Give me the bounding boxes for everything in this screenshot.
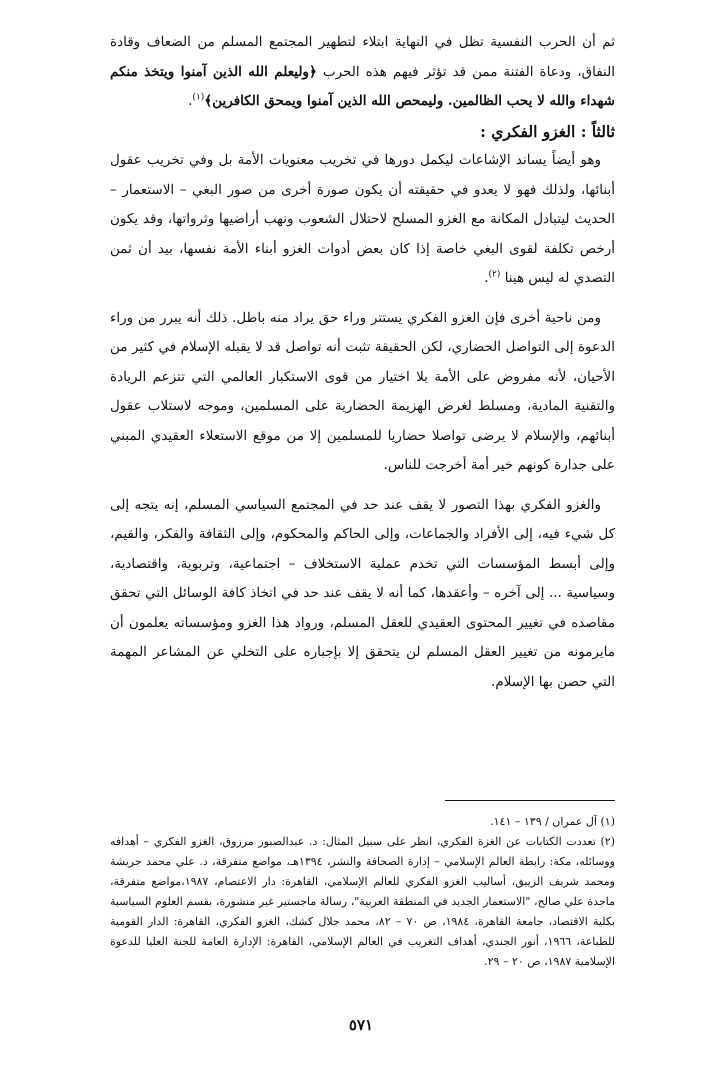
footnote-divider [445,800,615,801]
paragraph-4: والغزو الفكري بهذا التصور لا يقف عند حد في المجتمع السياسي المسلم، إنه يتجه إلى كل شيء فيه، إلى الأفراد والجماعات، وإلى الحاكم والمحكوم، وإلى الثقافة والفكر، والقيم، وإلى أبسط المؤسسات التي تخدم عملية الاستخلاف – اجتماعية، وتربوية، واقتصادية، وسياسية ... إلى آخره – وأعقدها، كما أنه لا يقف عند حد في اتخاذ كافة الوسائل التي تحقق مقاصده في تغيير المحتوى العقيدي للعقل المسلم، ورواد هذا الغزو ومؤسساته يعلمون أن مايرمونه من تغيير العقل المسلم لن يتحقق إلا بإجباره على التخلي عن المشاعر المهمة التي حصن بها الإسلام. [110,496,615,690]
footnote-ref-2: (٢) [488,269,501,280]
main-text [110,28,615,697]
paragraph-3: ومن ناحية أخرى فإن الغزو الفكري يستتر وراء حق يراد منه باطل. ذلك أنه يبرر من وراء الدعوة إلى التواصل الحضاري، لكن الحقيقة تثبت أنه تواصل قد لا يقبله الإسلام في كثير من الأحيان، لأنه مفروض على الأمة بلا اختيار من قوى الاستكبار العالمي التي تتزعم الريادة والتقنية المادية، ومسلط لغرض الهزيمة الحضارية على المسلمين، وموجه لاستلاب عقول أبنائهم، والإسلام لا يرضى تواصلا حضاريا للمسلمين إلا من موقع الاستعلاء العقيدي المبني على جدارة كونهم خير أمة أخرجت للناس. [110,309,615,473]
footnote-1: (١) آل عمران / ١٣٩ – ١٤١. [490,815,615,828]
footnote-2: (٢) تعددت الكتابات عن الغزة الفكري، انظر على سبيل المثال: د. عبدالصبور مرزوق، الغزو الفكري – أهدافه ووسائله، مكة: رابطة العالم الإسلامي – إدارة الصحافة والنشر، ١٣٩٤هـ، مواضع متفرقة، د. علي محمد جريشة ومحمد شريف الزيبق، أساليب الغزو الفكري للعالم الإسلامي، القاهرة: دار الاعتصام، ١٩٨٧،مواضع متفرقة، ماجدة علي صالح، "الاستعمار الجديد في المنطقة العربية"، رسالة ماجستير غير منشورة، بقسم العلوم السياسية بكلية الاقتصاد، جامعة القاهرة، ١٩٨٤، ص ٧٠ – ٨٢، محمد جلال كشك، الغزو الفكري، القاهرة: الدار القومية للطباعة، ١٩٦٦، أنور الجندي، أهداف التغريب في العالم الإسلامي، القاهرة: الإدارة العامة للجنة العليا للدعوة الإسلامية ١٩٨٧، ص ٢٠ – ٢٩. [110,835,616,968]
section-heading: ثالثاً : الغزو الفكري : [480,121,615,141]
paragraph-2-text: وهو أيضاً يساند الإشاعات ليكمل دورها في تخريب معنويات الأمة بل وفي تخريب عقول أبنائها، ولذلك فهو لا يعدو في حقيقته أن يكون صورة أخرى من صور البغي – الاستعمار – الحديث ليتبادل المكانة مع الغزو المسلح لاحتلال الشعوب ونهب أراضيها وثرواتها، وقد يكون أرخص تكلفة لقوى البغي خاصة إذا كان بعض أدوات الغزو أبناء الأمة نفسها، بيد أن ثمن التصدي له ليس هينا [110,152,615,286]
quran-verse: ﴿وليعلم الله الذين آمنوا ويتخذ منكم شهداء والله لا يحب الظالمين. وليمحص الله الذين آمنوا ويمحق الكافرين﴾ [110,63,615,109]
footnotes [110,812,615,972]
page-number: ٥٧١ [348,1016,374,1034]
paragraph-1-end: . [188,93,193,109]
paragraph-2-end: . [484,270,489,286]
footnote-ref-1: (١) [192,92,205,103]
paragraph-1-text: ثم أن الحرب النفسية تظل في النهاية ابتلاء لتطهير المجتمع المسلم من الضعاف وقادة النفاق، ودعاة الفتنة ممن قد تؤثر فيهم هذه الحرب [110,34,615,80]
paragraph-1 [110,28,615,117]
paragraph-2 [110,146,615,294]
